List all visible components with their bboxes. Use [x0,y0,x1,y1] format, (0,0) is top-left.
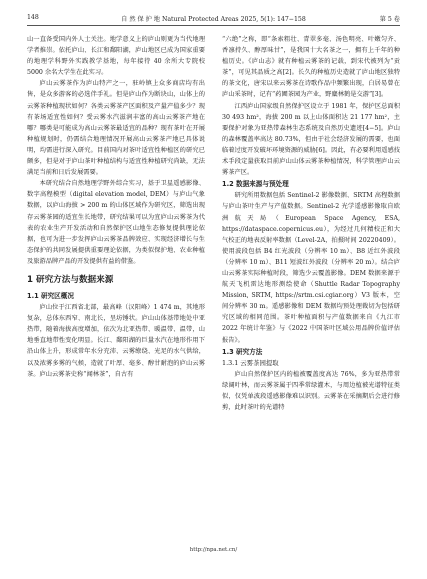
journal-title: 自 然 保 护 地 Natural Protected Areas 2025, 5(1): 147−158 [121,16,306,23]
paragraph: 庐山自然保护区内的植被覆盖度高达 76%，多为亚热带常绿阔叶林，而云雾茶属于四季常绿灌木，与周边植被光谱特征类似，仅凭单波段遥感影像难以识别。云雾茶在采摘期后会进行修剪，此时茶叶的光谱特 [222,370,400,412]
paragraph: “六绝”之称，即“条索粗壮、青翠多毫、汤色明亮、叶嫩匀齐、香凛持久、醇厚味甘”，是我国十大名茶之一，拥有上千年的种植历史。《庐山志》就有种植云雾茶的记载，到宋代被列为“贡茶”，可见其品质之高[2]。长久的种植历史造就了庐山地区独特的茶文化，唐宋以来云雾茶在诗歌作品中频繁出现，白居易曾在庐山采茶时，记有“药圃茶园为产业，野麋林鹤是交游”[3]。 [222,36,400,99]
subsection-heading: 1.1 研究区概况 [27,291,74,300]
paragraph: 研究所用数据包括 Sentinel-2 影像数据、SRTM 高程数据与庐山茶叶生产与产值数据。Sentinel-2 光学遥感影像取自欧洲航天局（European Space Agency, ESA, https://dataspace.copernicus.eu），为经过几何精校正和大气校正的地表反射率数据（Level-2A，拍摄时间 20220409）。使用波段包括 B4 红光波段（分辨率 10 m）、B8 近红外波段（分辨率 10 m）、B11 短波红外波段（分辨率 20 m）。结合庐山云雾茶实际种植时段，筛选少云覆盖影像。DEM 数据来源于航天飞机雷达地形测绘使命（Shuttle Radar Topography Mission, SRTM, https://srtm.csi.cgiar.org）V3 版本，空间分辨率 30 m。遥感影像和 DEM 数据均预处理裁切为包括研究区域的相同范围。茶叶种植面积与产值数据来自《九江市 2022 年统计年鉴》与《2022 中国茶叶区域公用品牌价值评估报告》。 [222,192,400,344]
paragraph: 本研究结合自然地理学野外综合实习，基于卫星遥感影像、数字高程模型（digital elevation model, DEM）与庐山气象数据，以庐山海拔 > 200 m 的山体区域作为研究区，筛选出现存云雾茶园的适宜生长地带，研究结果可以为宜庐山云雾茶为代表的农业生产开发活动和自然保护区山地生态修复提供理论依据，也可为进一步发挥庐山云雾茶品牌效应、实现经济增长与生态保护的共同发展提供重要理论依据，为类似保护地、农业种植及旅游品牌产品的开发提供有益的借鉴。 [27,180,205,265]
paragraph: 庐山云雾茶作为庐山特产之一，驻岭镇上众多商店均有出售，是众多游客的必选伴手礼。但是庐山作为断块山，山体上的云雾茶种植现状如何？各类云雾茶产区面积及产量产值多少？现有茶场适宜性如何？受云雾水汽滋润丰富的高山云雾茶产地在哪？哪类是可能成为高山云雾茶最适宜的品种？现有茶叶在开展种植规划时，仍需结合地理情况开展高山云雾茶产地已具体说明，均需进行深入研究。目前国内对茶叶适宜性种植区的研究已颇多，但是对于庐山茶叶种植结构与适宜性种植研究尚缺，无法满足当前和日后发展需要。 [27,80,205,177]
volume-label: 第 5 卷 [379,16,400,23]
right-column [222,34,400,413]
page-number: 148 [27,14,39,21]
paragraph: 山一直备受国内外人士关注。地学意义上的庐山则更为当代地理学者推崇。依托庐山、长江和鄱阳湖，庐山地区已成为国家重要的地理学科野外实践教学基地，每年接待 40 余所大专院校 5000 余名大学生在此实习。 [27,36,205,77]
subsubsection-heading: 1.3.1 云雾茶园提取 [222,358,279,367]
paragraph: 庐山位于江西省北部，最高峰（汉阳峰）1 474 m，其地形复杂，总体东西窄、南北长，呈坊锤状。庐山山体基带地处中亚热带，随着海拔高度增加，依次为北亚热带、暖温带、温带，山地垂直地带性变化明显。长江、鄱阳湖的巨量水汽在地形作用下沿山体上升，形成常年水分充沛、云雾缭绕、光足的水气供给，以及浓雾多雾的气候，造就了叶厚、毫多、醇甘耐泡的庐山云雾茶。庐山云雾茶史称“闻林茶”，自古有 [27,304,205,378]
left-column [27,34,205,380]
section-heading: 1 研究方法与数据来源 [27,274,114,285]
header-rule [27,25,400,26]
paragraph: 江西庐山国家级自然保护区设立于 1981 年，保护区总面积 30 493 hm²，海拔 200 m 以上山体面积达 21 177 hm²，主要保护对象为亚热带森林生态系统及自然历史遗迹[4−5]。庐山的森林覆盖率高达 80.73%，但由于社会经济发展的需要，也面临着过度开发破坏环境资源的威胁[6]。因此，有必要利用遥感技术手段定量获取目前庐山山体云雾茶种植情况，科学管理庐山云雾茶产区。 [222,102,400,177]
subsection-heading: 1.2 数据来源与预处理 [222,180,289,189]
footer-url: http://npa.net.cn/ [189,547,238,553]
subsection-heading: 1.3 研究方法 [222,347,263,356]
